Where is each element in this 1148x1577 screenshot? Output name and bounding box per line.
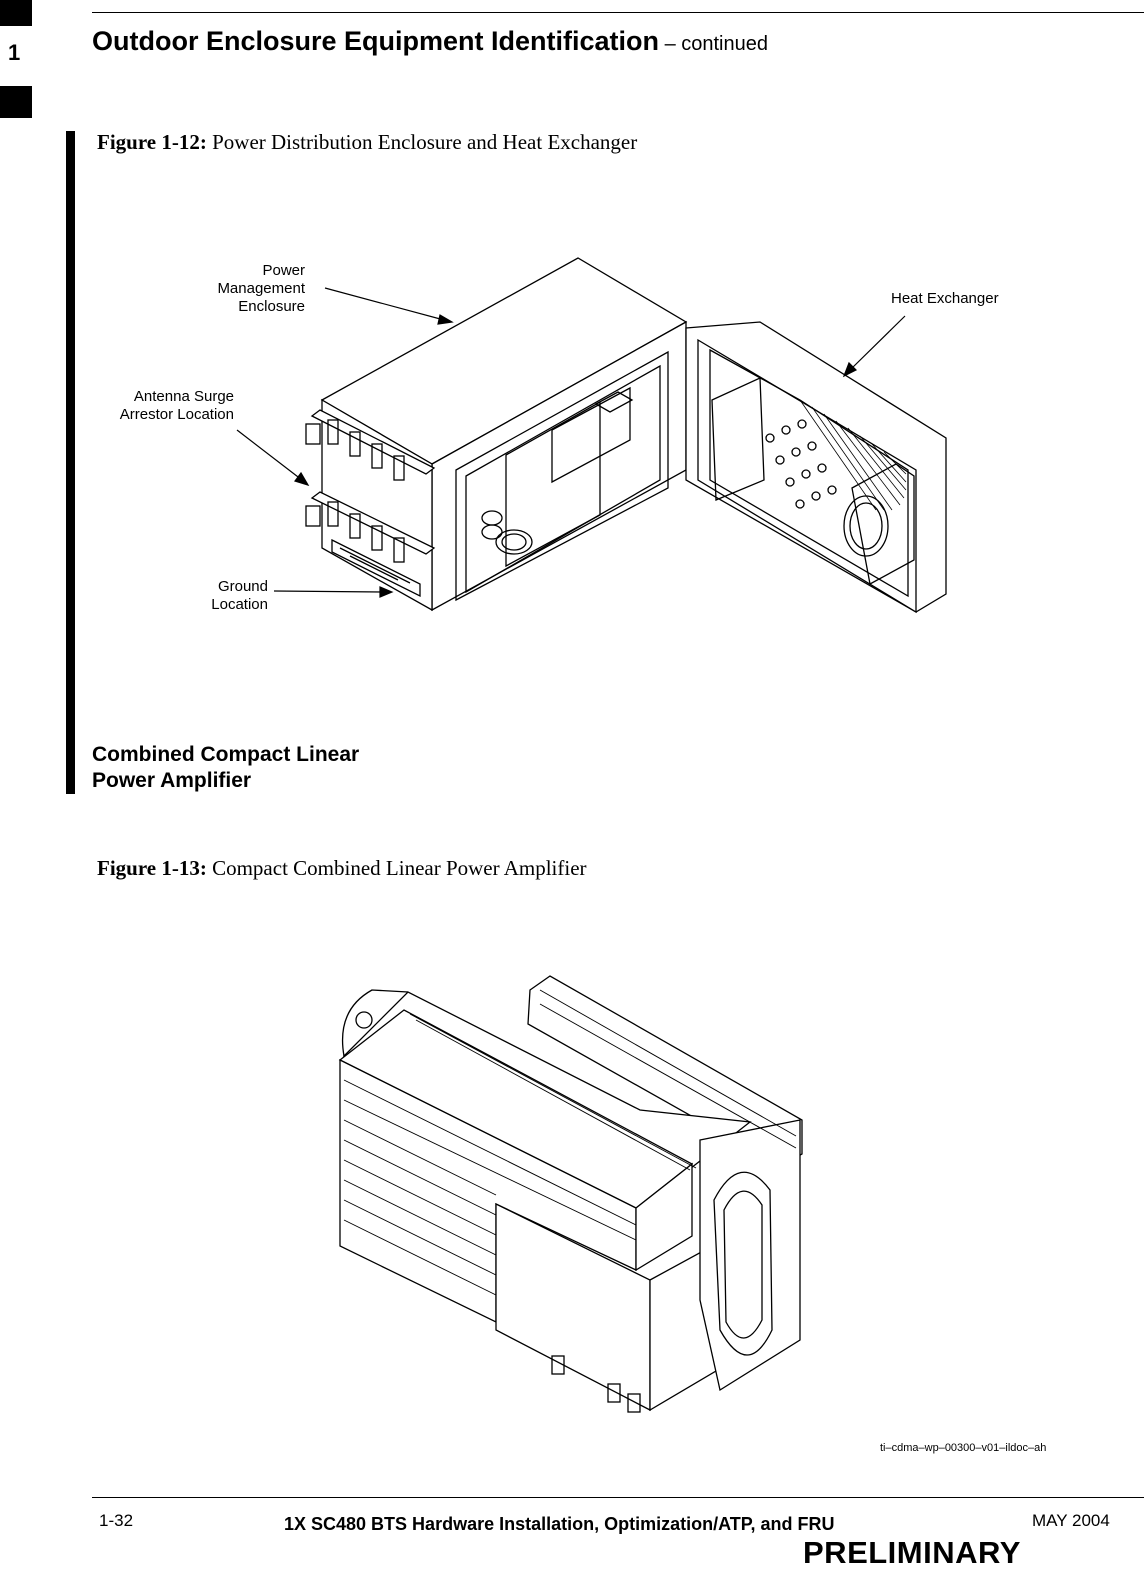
footer-rule [92, 1497, 1144, 1498]
callout-ground-line-1: Ground [217, 578, 268, 595]
chapter-tab-bottom [0, 86, 32, 118]
chapter-number: 1 [8, 40, 21, 65]
callout-power-line-2: Management [217, 280, 305, 297]
section-heading-line-1: Combined Compact Linear [92, 743, 360, 766]
preliminary-label: PRELIMINARY [803, 1535, 1021, 1570]
figure-12-caption [97, 130, 637, 155]
figure-12-text: Power Distribution Enclosure and Heat Exchanger [206, 130, 638, 154]
callout-power-line-3: Enclosure [238, 298, 305, 315]
figure-13-label: Figure 1-13: [97, 856, 207, 880]
footer-doc-title: 1X SC480 BTS Hardware Installation, Optimization/ATP, and FRU [284, 1514, 835, 1534]
header-title: Outdoor Enclosure Equipment Identification [92, 26, 660, 56]
callout-antenna-surge-arrestor [100, 388, 234, 424]
header-continued: – continued [659, 33, 768, 55]
figure-13-id: ti–cdma–wp–00300–v01–ildoc–ah [880, 1442, 1047, 1454]
chapter-tab-top [0, 0, 32, 26]
callout-heat-exchanger: Heat Exchanger [891, 290, 999, 307]
page-header [92, 26, 768, 57]
callout-power-management-enclosure [208, 262, 305, 316]
section-heading-line-2: Power Amplifier [92, 769, 252, 792]
callout-antenna-line-1: Antenna Surge [133, 388, 234, 405]
figure-13-text: Compact Combined Linear Power Amplifier [206, 856, 587, 880]
footer-date: MAY 2004 [1032, 1511, 1110, 1530]
callout-ground-line-2: Location [211, 596, 268, 613]
page-number: 1-32 [99, 1511, 134, 1530]
callout-ground-location [196, 578, 268, 614]
header-rule [92, 12, 1144, 13]
figure-13-caption [97, 856, 587, 881]
callout-antenna-line-2: Arrestor Location [119, 406, 234, 423]
amplifier-handle [714, 1172, 772, 1355]
figure-12-illustration [0, 240, 1148, 700]
callout-power-line-1: Power [262, 262, 305, 279]
section-heading [92, 742, 359, 794]
figure-13-illustration [0, 950, 1148, 1420]
figure-12-label: Figure 1-12: [97, 130, 207, 154]
